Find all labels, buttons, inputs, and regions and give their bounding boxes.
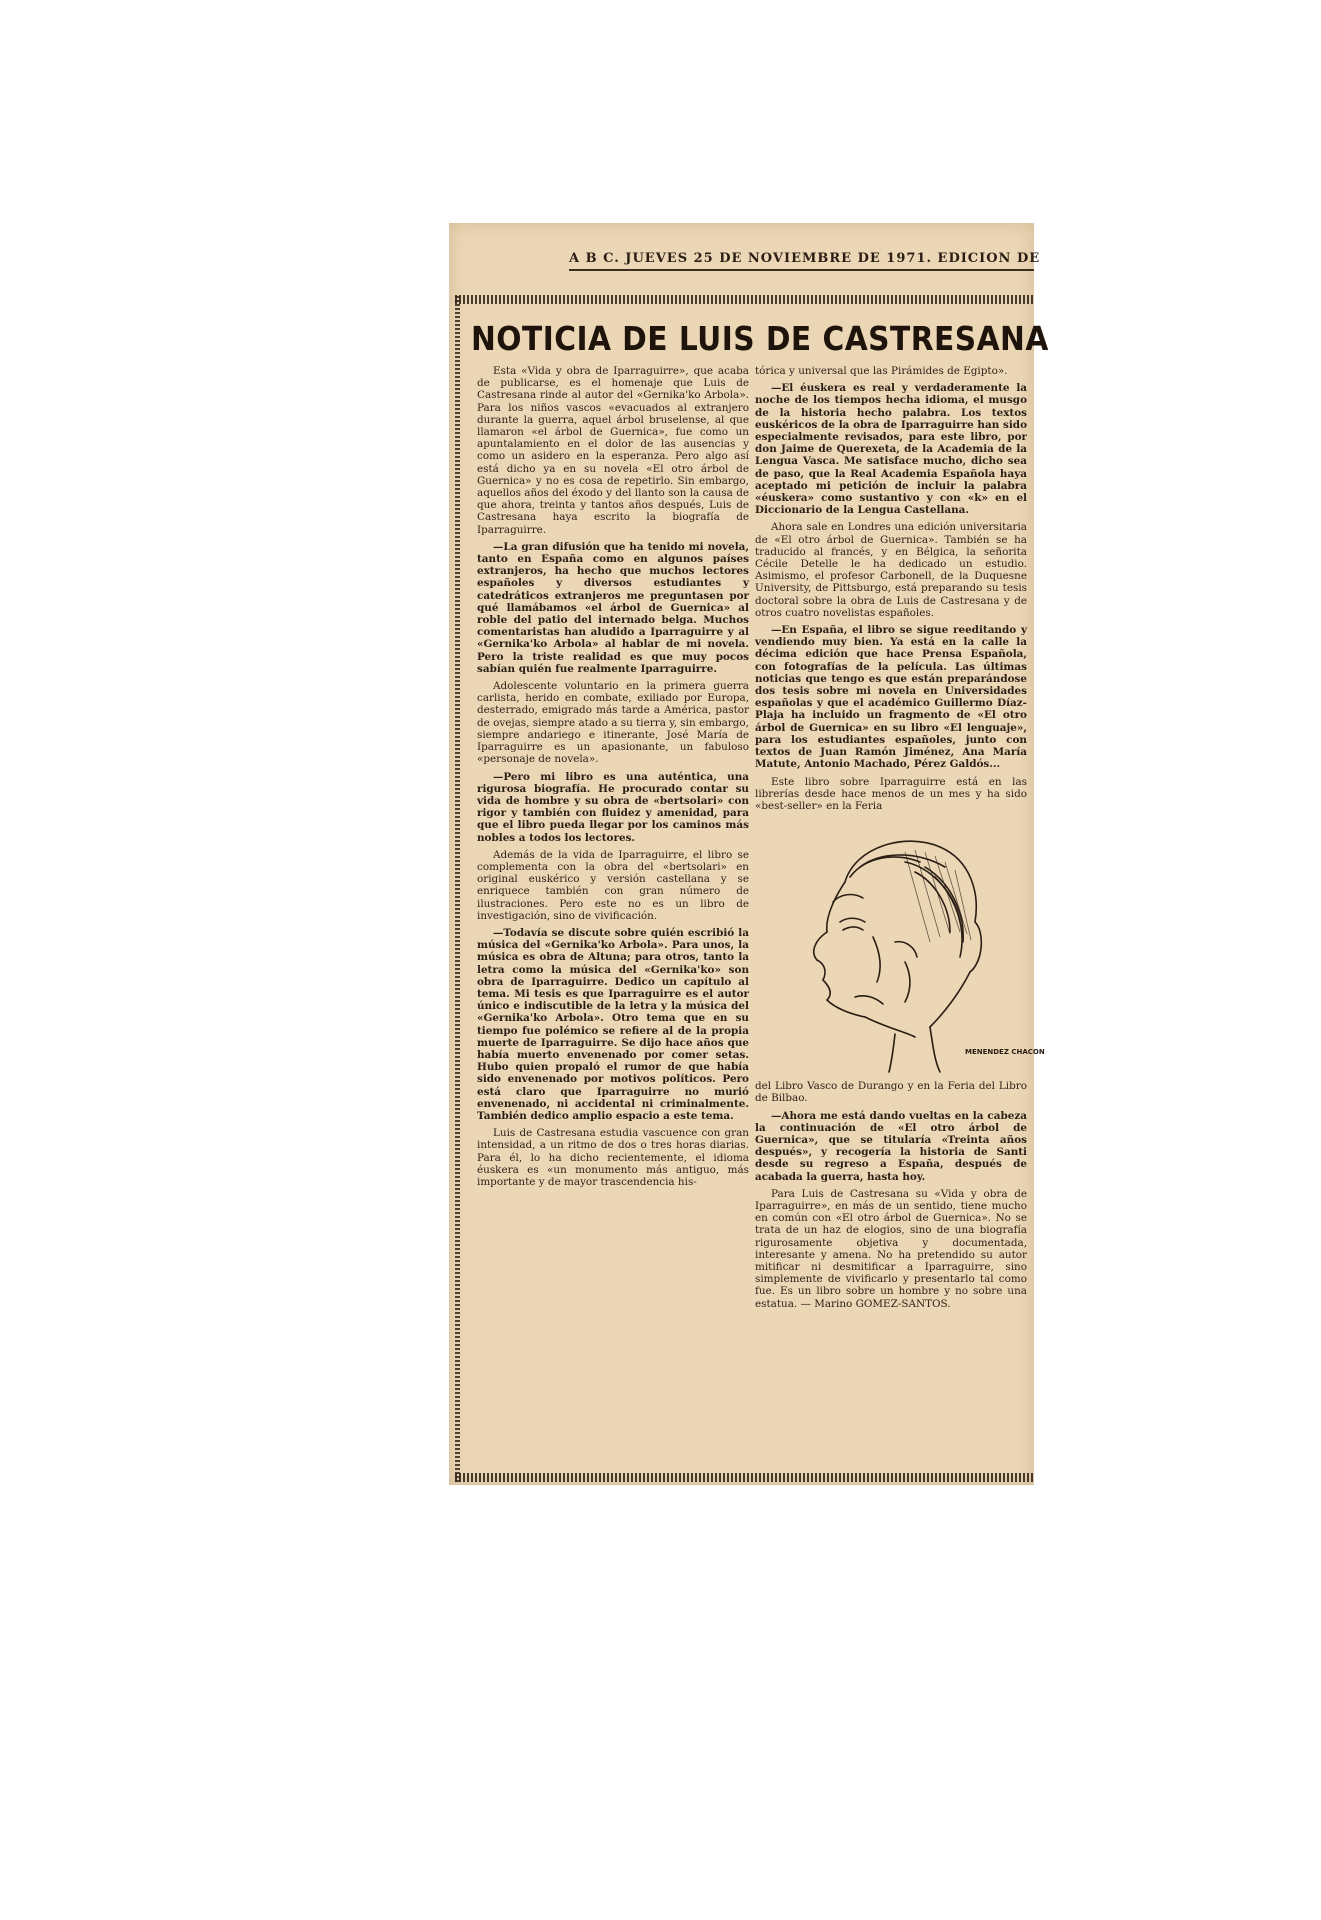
column-left xyxy=(477,365,749,1193)
paragraph: —Ahora me está dando vueltas en la cabeza la continuación de «El otro árbol de Guernica», que se titularía «Treinta años después», y recogería la historia de Santi desde su regreso a España, después de acabada la guerra, hasta hoy. xyxy=(755,1109,1027,1183)
column-right xyxy=(755,365,1045,1315)
paragraph: tórica y universal que las Pirámides de Egipto». xyxy=(755,365,1008,377)
top-rule xyxy=(455,295,1034,304)
bottom-rule xyxy=(455,1473,1034,1482)
paragraph: del Libro Vasco de Durango y en la Feria del Libro de Bilbao. xyxy=(755,1080,1027,1105)
article-headline: NOTICIA DE LUIS DE CASTRESANA xyxy=(471,319,1049,358)
paragraph: Además de la vida de Iparraguirre, el libro se complementa con la obra del «bertsolari» en original euskérico y versión castellana y se enriquece también con gran número de ilustraciones. Pero este no es un libro de investigación, sino de vivificación. xyxy=(477,848,749,922)
paragraph: Luis de Castresana estudia vascuence con gran intensidad, a un ritmo de dos o tres horas diarias. Para él, lo ha dicho recientemente, el idioma éuskera es «un monumento más antiguo, más importante y de mayor trascendencia his- xyxy=(477,1127,749,1188)
newspaper-header: A B C. JUEVES 25 DE NOVIEMBRE DE 1971. EDICION DE xyxy=(569,251,1034,271)
paragraph: Para Luis de Castresana su «Vida y obra de Iparraguirre», en más de un sentido, tiene mucho en común con «El otro árbol de Guernica». No se trata de un haz de elogios, sino de una biografía rigurosamente objetiva y documentada, interesante y amena. No ha pretendido su autor mitificar ni desmitificar a Iparraguirre, sino simplemente de vivificarlo y presentarlo tal como fue. Es un libro sobre un hombre y no sobre una estatua. — Marino GOMEZ-SANTOS. xyxy=(755,1187,1027,1310)
left-rule xyxy=(455,295,460,1482)
paragraph: —Pero mi libro es una auténtica, una rigurosa biografía. He procurado contar su vida de hombre y su obra de «bertsolari» con rigor y también con fluidez y amenidad, para que el libro pueda llegar por los caminos más nobles a todos los lectores. xyxy=(477,770,749,844)
paragraph: Esta «Vida y obra de Iparraguirre», que acaba de publicarse, es el homenaje que Luis de Castresana rinde al autor del «Gernika'ko Arbola». Para los niños vascos «evacuados al extranjero durante la guerra, aquel árbol bruselense, al que llamaron «el árbol de Guernica», fue como un apuntalamiento en el dolor de las ausencias y como un asidero en la esperanza. Pero algo así está dicho ya en su novela «El otro árbol de Guernica» y no es cosa de repetirlo. Sin embargo, aquellos años del éxodo y del llanto son la causa de que ahora, treinta y tantos años después, Luis de Castresana haya escrito la biografía de Iparraguirre. xyxy=(477,365,749,536)
paragraph: —Todavía se discute sobre quién escribió la música del «Gernika'ko Arbola». Para unos, la música es obra de Altuna; para otros, tanto la letra como la música del «Gernika'ko» son obra de Iparraguirre. Dedico un capítulo al tema. Mi tesis es que Iparraguirre es el autor único e indiscutible de la letra y la música del «Gernika'ko Arbola». Otro tema que en su tiempo fue polémico se refiere al de la propia muerte de Iparraguirre. Se dijo hace años que había muerto envenenado por comer setas. Hubo quien propaló el rumor de que había sido envenenado por motivos políticos. Pero está claro que Iparraguirre no murió envenenado, ni accidental ni criminalmente. También dedico amplio espacio a este tema. xyxy=(477,926,749,1122)
paragraph: —El éuskera es real y verdaderamente la noche de los tiempos hecha idioma, el musgo de la historia hecho palabra. Los textos euskéricos de la obra de Iparraguirre han sido especialmente revisados, para este libro, por don Jaime de Querexeta, de la Academia de la Lengua Vasca. Me satisface mucho, dicho sea de paso, que la Real Academia Española haya aceptado mi petición de incluir la palabra «éuskera» como sustantivo y con «k» en el Diccionario de la Lengua Castellana. xyxy=(755,382,1027,517)
paragraph: Este libro sobre Iparraguirre está en las librerías desde hace menos de un mes y ha sido «best-seller» en la Feria xyxy=(755,775,1027,812)
paragraph: Adolescente voluntario en la primera guerra carlista, herido en combate, exiliado por Europa, desterrado, emigrado más tarde a América, pastor de ovejas, siempre atado a su tierra y, sin embargo, siempre andariego e itinerante, José María de Iparraguirre es un apasionante, un fabuloso «personaje de novela». xyxy=(477,680,749,766)
caricature-portrait xyxy=(755,822,1045,1072)
paragraph: —En España, el libro se sigue reeditando y vendiendo muy bien. Ya está en la calle la décima edición que hace Prensa Española, con fotografías de la película. Las últimas noticias que tengo es que están preparándose dos tesis sobre mi novela en Universidades españolas y que el académico Guillermo Díaz-Plaja ha incluido un fragmento de «El otro árbol de Guernica» en su libro «El lenguaje», para los estudiantes españoles, junto con textos de Juan Ramón Jiménez, Ana María Matute, Antonio Machado, Pérez Galdós... xyxy=(755,624,1027,771)
paragraph: Ahora sale en Londres una edición universitaria de «El otro árbol de Guernica». También se ha traducido al francés, y en Bélgica, la señorita Cécile Detelle le ha dedicado un estudio. Asimismo, el profesor Carbonell, de la Duquesne University, de Pittsburgo, está preparando su tesis doctoral sobre la obra de Luis de Castresana y de otros cuatro novelistas españoles. xyxy=(755,521,1027,619)
caricature-drawing xyxy=(755,822,1045,1072)
newspaper-clipping xyxy=(449,223,1049,1485)
caricature-signature: MENENDEZ CHACON xyxy=(965,1048,1045,1057)
paragraph: —La gran difusión que ha tenido mi novela, tanto en España como en algunos países extranjeros, ha hecho que muchos lectores españoles y diversos estudiantes y catedráticos extranjeros me preguntasen por qué llamábamos «el árbol de Guernica» al roble del patio del internado belga. Muchos comentaristas han aludido a Iparraguirre y al «Gernika'ko Arbola» al hablar de mi novela. Pero la triste realidad es que muy pocos sabían quién fue realmente Iparraguirre. xyxy=(477,540,749,675)
